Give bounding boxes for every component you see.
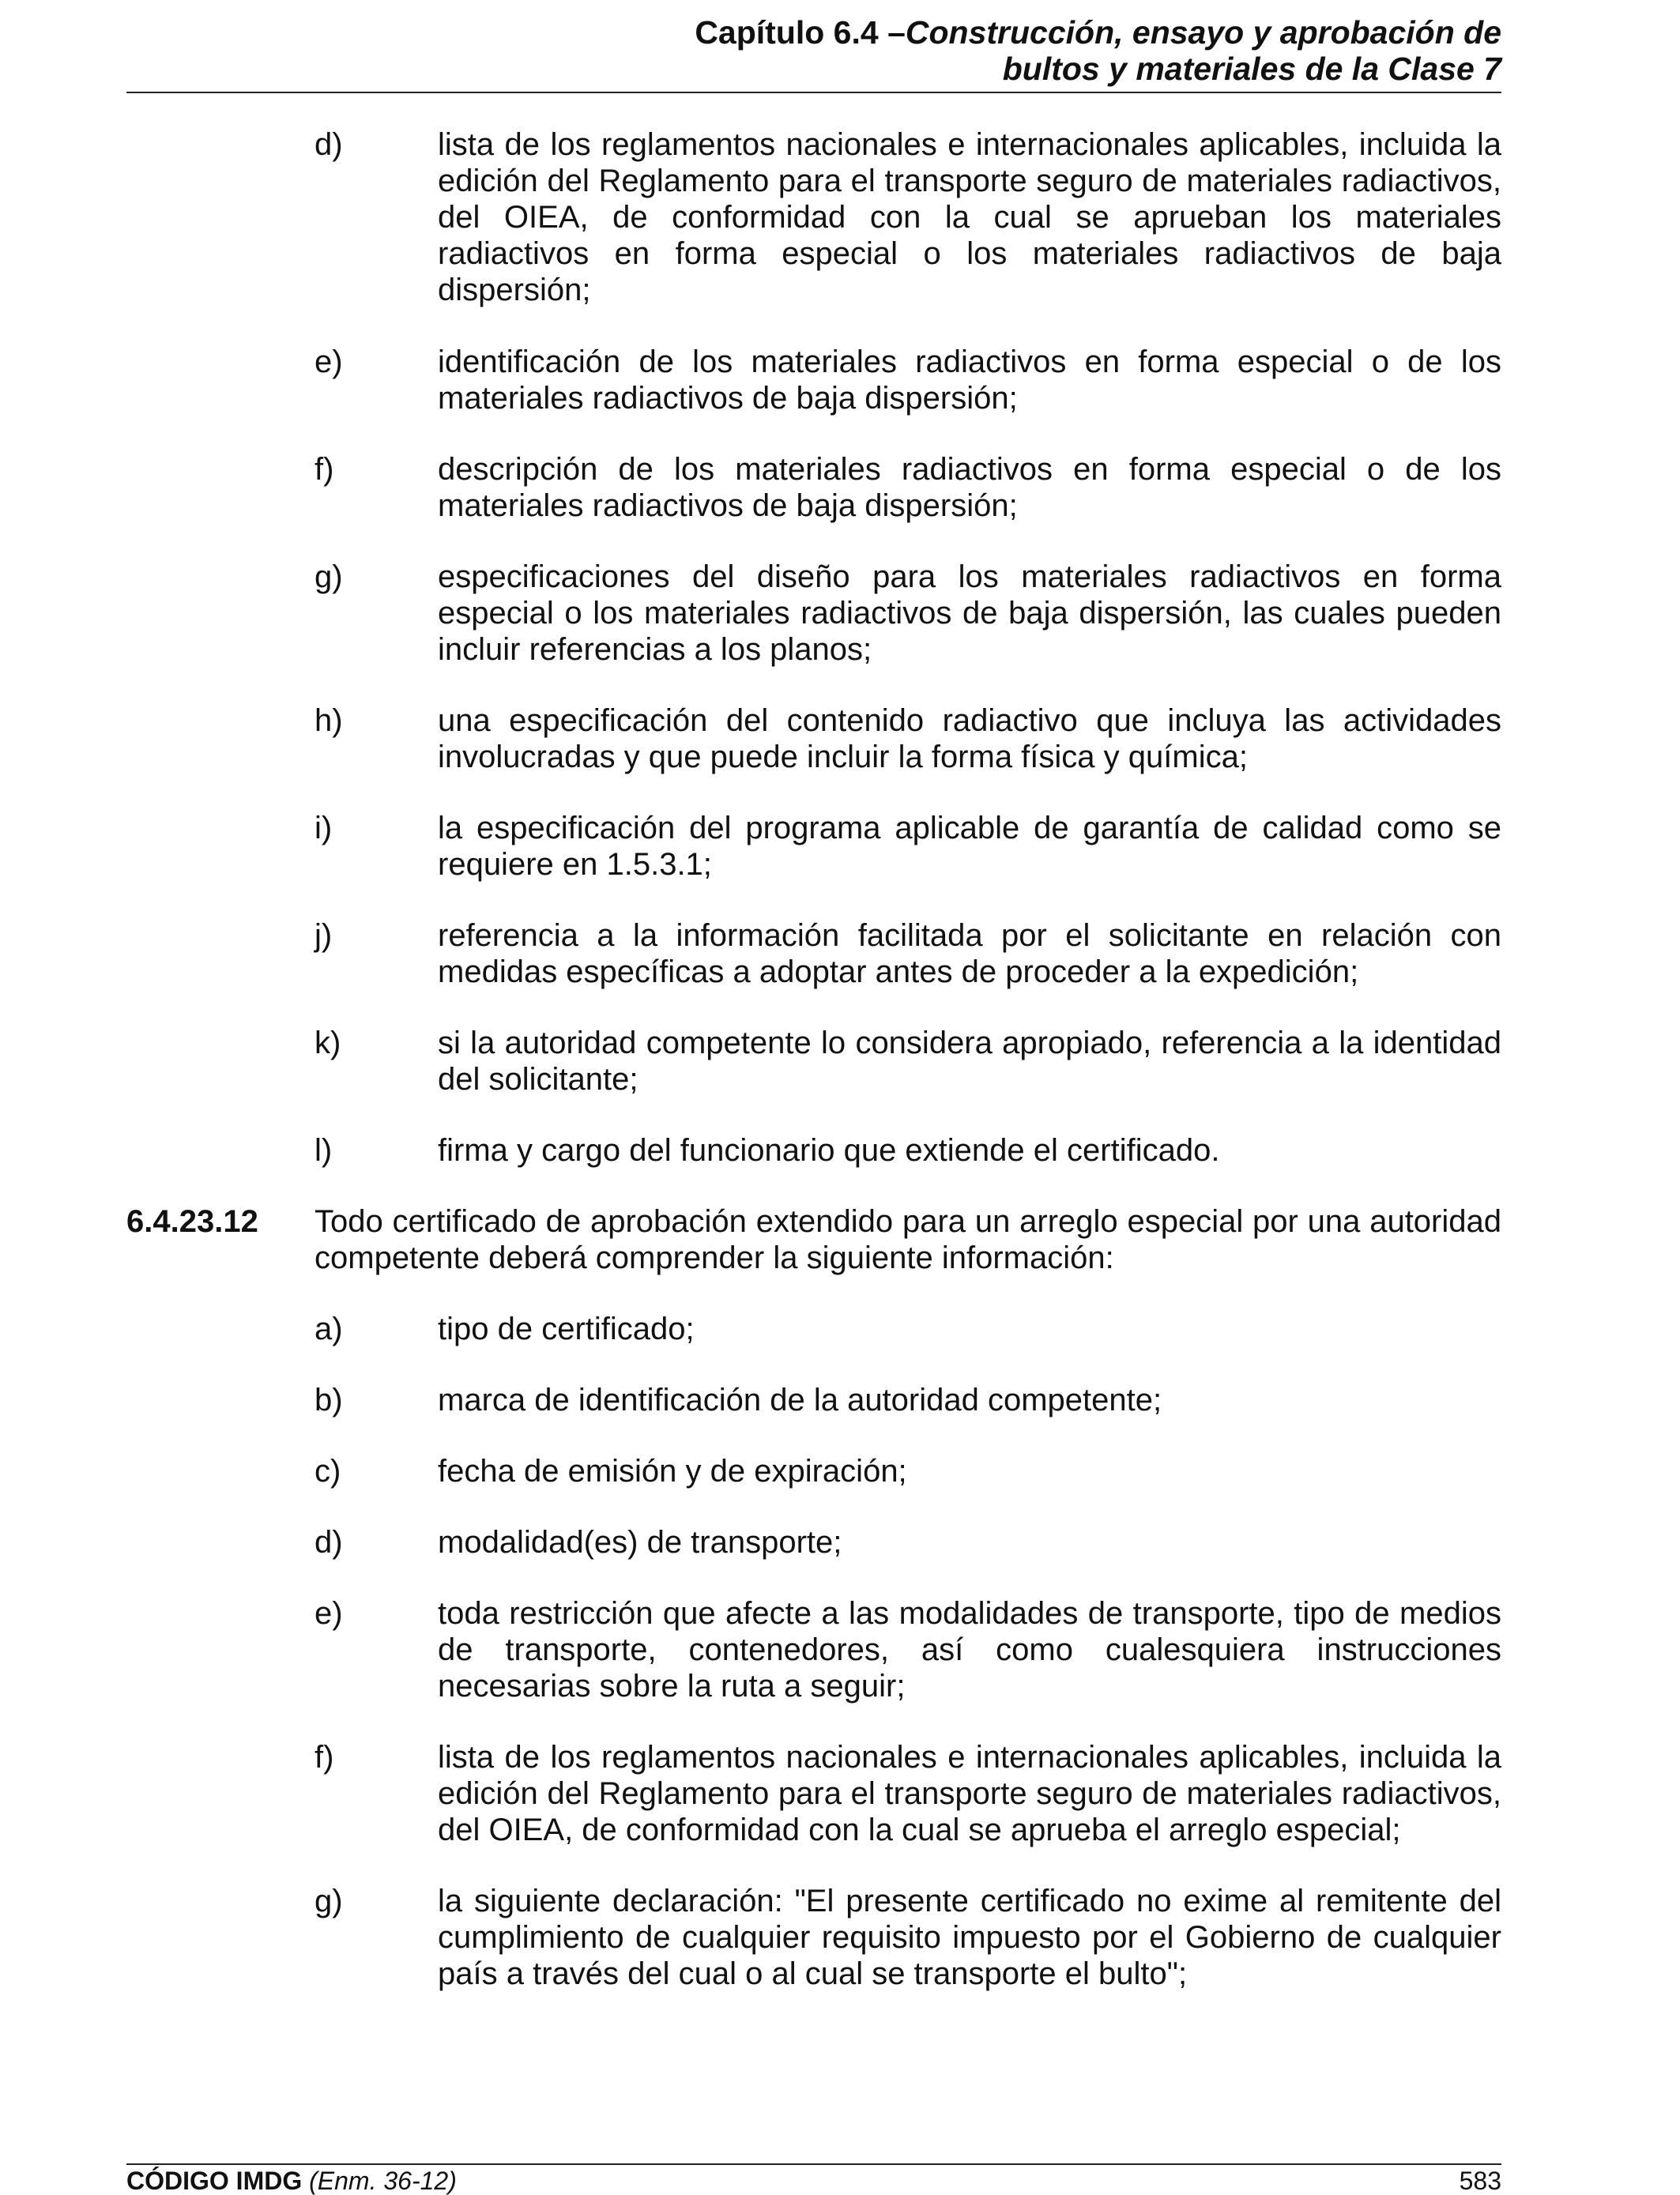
item-text: una especificación del contenido radiactivo que incluya las actividades involucradas y que puede incluir la forma física y química;	[438, 703, 1501, 774]
item-label: f)	[315, 1740, 334, 1775]
item-label: j)	[315, 918, 333, 953]
list-item	[126, 1883, 1501, 1992]
list-item	[126, 1132, 1501, 1169]
item-text: lista de los reglamentos nacionales e internacionales aplicables, incluida la edición del Reglamento para el transporte seguro de materiales radiactivos, del OIEA, de conformidad con la cual se aprueba el arreglo especial;	[438, 1740, 1501, 1847]
item-label: b)	[315, 1383, 343, 1418]
footer-code	[126, 2167, 457, 2195]
item-label: i)	[315, 811, 333, 845]
item-text: modalidad(es) de transporte;	[438, 1525, 842, 1560]
item-text: tipo de certificado;	[438, 1312, 695, 1346]
item-text: descripción de los materiales radiactivos en forma especial o de los materiales radiactivos de baja dispersión;	[438, 452, 1501, 523]
item-label: k)	[315, 1026, 341, 1060]
chapter-title	[695, 14, 1501, 87]
footer-code-name: CÓDIGO IMDG	[126, 2167, 303, 2195]
list-item	[126, 1025, 1501, 1098]
item-label: d)	[315, 1525, 343, 1560]
item-text: referencia a la información facilitada por el solicitante en relación con medidas específicas a adoptar antes de proceder a la expedición;	[438, 918, 1501, 989]
list-item	[126, 559, 1501, 668]
list-item	[126, 917, 1501, 990]
item-text: la especificación del programa aplicable de garantía de calidad como se requiere en 1.5.3.1;	[438, 811, 1501, 882]
item-text: firma y cargo del funcionario que extiende el certificado.	[438, 1133, 1220, 1168]
list-item	[126, 1453, 1501, 1489]
list-item	[126, 1311, 1501, 1347]
item-label: c)	[315, 1454, 341, 1489]
chapter-title-line2: bultos y materiales de la Clase 7	[1002, 51, 1501, 87]
item-text: especificaciones del diseño para los materiales radiactivos en forma especial o los materiales radiactivos de baja dispersión, las cuales pueden incluir referencias a los planos;	[438, 559, 1501, 667]
list-item	[126, 702, 1501, 775]
item-label: a)	[315, 1312, 343, 1346]
item-text: identificación de los materiales radiactivos en forma especial o de los materiales radiactivos de baja dispersión;	[438, 344, 1501, 416]
item-text: si la autoridad competente lo considera apropiado, referencia a la identidad del solicitante;	[438, 1026, 1501, 1097]
item-text: toda restricción que afecte a las modalidades de transporte, tipo de medios de transporte, contenedores, así como cualesquiera instrucciones necesarias sobre la ruta a seguir;	[438, 1596, 1501, 1704]
list-item	[126, 810, 1501, 883]
item-text: la siguiente declaración: "El presente certificado no exime al remitente del cumplimiento de cualquier requisito impuesto por el Gobierno de cualquier país a través del cual o al cual se transporte el bulto";	[438, 1884, 1501, 1991]
item-label: l)	[315, 1133, 333, 1168]
item-text: marca de identificación de la autoridad competente;	[438, 1383, 1162, 1418]
list-item	[126, 344, 1501, 416]
list-item	[126, 126, 1501, 308]
item-label: e)	[315, 344, 343, 379]
list-item	[126, 1524, 1501, 1561]
list-item	[126, 451, 1501, 524]
footer-amendment: (Enm. 36-12)	[309, 2167, 457, 2195]
section-text: Todo certificado de aprobación extendido para un arreglo especial por una autoridad competente deberá comprender la siguiente información:	[315, 1204, 1501, 1275]
item-text: lista de los reglamentos nacionales e internacionales aplicables, incluida la edición del Reglamento para el transporte seguro de materiales radiactivos, del OIEA, de conformidad con la cual se aprueban los materiales radiactivos en forma especial o los materiales radiactivos de baja dispersión;	[438, 127, 1501, 307]
list-item	[126, 1595, 1501, 1704]
chapter-title-line1: Construcción, ensayo y aprobación de	[905, 14, 1501, 51]
item-label: h)	[315, 703, 343, 738]
item-label: f)	[315, 452, 334, 487]
item-label: d)	[315, 127, 343, 162]
section-paragraph	[126, 1203, 1501, 1276]
item-text: fecha de emisión y de expiración;	[438, 1454, 907, 1489]
page-footer	[126, 2163, 1501, 2195]
item-label: g)	[315, 1884, 343, 1918]
page-number: 583	[1459, 2167, 1501, 2195]
page-body	[126, 126, 1501, 1992]
page-header	[126, 14, 1501, 93]
chapter-number: Capítulo 6.4 –	[695, 14, 906, 51]
item-label: g)	[315, 559, 343, 594]
section-number: 6.4.23.12	[126, 1204, 258, 1239]
item-label: e)	[315, 1596, 343, 1631]
list-item	[126, 1382, 1501, 1418]
list-item	[126, 1739, 1501, 1848]
